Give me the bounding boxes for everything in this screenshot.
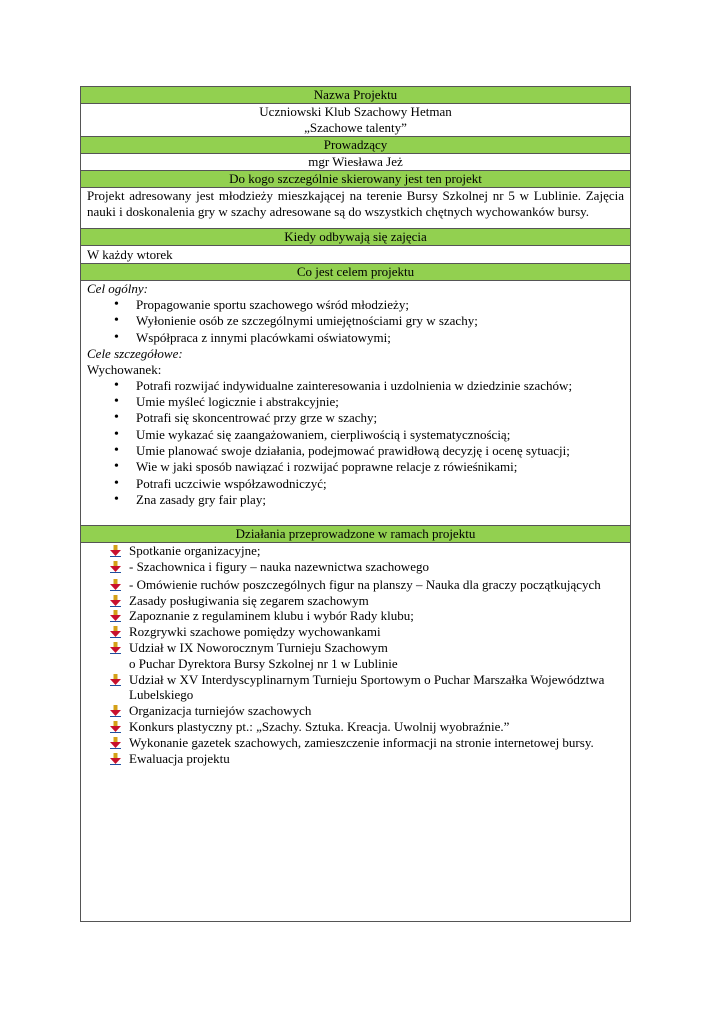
arrow-down-icon <box>110 561 121 573</box>
list-item: - Omówienie ruchów poszczególnych figur na planszy – Nauka dla graczy początkujących <box>110 577 630 593</box>
arrow-down-icon <box>110 610 121 622</box>
arrow-down-icon <box>110 737 121 749</box>
project-table <box>80 86 631 922</box>
project-name-line2: „Szachowe talenty” <box>304 120 407 135</box>
general-goal-label: Cel ogólny: <box>87 281 149 296</box>
list-item: Zapoznanie z regulaminem klubu i wybór Rady klubu; <box>110 608 630 624</box>
activities-cell <box>81 543 630 766</box>
arrow-down-icon <box>110 705 121 717</box>
arrow-down-icon <box>110 626 121 638</box>
list-item: Ewaluacja projektu <box>110 751 630 767</box>
arrow-down-icon <box>110 721 121 733</box>
project-name-header: Nazwa Projektu <box>81 87 630 104</box>
leader-value: mgr Wiesława Jeż <box>81 154 630 171</box>
list-item: • Potrafi się skoncentrować przy grze w szachy; <box>114 410 624 426</box>
list-item: • Potrafi uczciwie współzawodniczyć; <box>114 476 624 492</box>
goals-cell <box>81 281 630 526</box>
arrow-down-icon <box>110 579 121 591</box>
activities-header: Działania przeprowadzone w ramach projektu <box>81 526 630 543</box>
arrow-down-icon <box>110 753 121 765</box>
schedule-value: W każdy wtorek <box>81 246 630 264</box>
arrow-down-icon <box>110 674 121 686</box>
list-item: • Wie w jaki sposób nawiązać i rozwijać poprawne relacje z rówieśnikami; <box>114 459 624 475</box>
list-item: - Szachownica i figury – nauka nazewnictwa szachowego <box>110 559 630 575</box>
goals-header: Co jest celem projektu <box>81 264 630 281</box>
activities-list <box>81 543 630 766</box>
list-item: Zasady posługiwania się zegarem szachowym <box>110 593 630 609</box>
pupil-label: Wychowanek: <box>87 361 162 377</box>
list-item: Konkurs plastyczny pt.: „Szachy. Sztuka. Kreacja. Uwolnij wyobraźnie.” <box>110 719 630 735</box>
list-item: Wykonanie gazetek szachowych, zamieszczenie informacji na stronie internetowej bursy. <box>110 735 630 751</box>
list-item: Spotkanie organizacyjne; <box>110 543 630 559</box>
arrow-down-icon <box>110 545 121 557</box>
audience-text: Projekt adresowany jest młodzieży mieszkającej na terenie Bursy Szkolnej nr 5 w Lublinie. Zajęcia nauki i doskonalenia gry w szachy adresowane są do wszystkich chętnych wychowanków bursy. <box>81 188 630 229</box>
specific-goals-label: Cele szczegółowe: <box>87 345 183 361</box>
leader-header: Prowadzący <box>81 137 630 154</box>
list-item: • Współpraca z innymi placówkami oświatowymi; <box>114 330 624 346</box>
arrow-down-icon <box>110 595 121 607</box>
list-item: Udział w XV Interdyscyplinarnym Turnieju Sportowym o Puchar Marszałka Województwa Lubelskiego <box>110 672 630 704</box>
list-item: Organizacja turniejów szachowych <box>110 703 630 719</box>
arrow-down-icon <box>110 642 121 654</box>
list-item: Udział w IX Noworocznym Turnieju Szachowym <box>110 640 630 656</box>
list-item: Rozgrywki szachowe pomiędzy wychowankami <box>110 624 630 640</box>
list-item: • Umie planować swoje działania, podejmować prawidłową decyzję i ocenę sytuacji; <box>114 443 624 459</box>
list-item: • Umie myśleć logicznie i abstrakcyjnie; <box>114 394 624 410</box>
list-item: • Umie wykazać się zaangażowaniem, cierpliwością i systematycznością; <box>114 427 624 443</box>
project-name-line1: Uczniowski Klub Szachowy Hetman <box>259 104 452 119</box>
list-item: • Propagowanie sportu szachowego wśród młodzieży; <box>114 297 624 313</box>
list-item: • Wyłonienie osób ze szczególnymi umiejętnościami gry w szachy; <box>114 313 624 329</box>
list-item-continuation: o Puchar Dyrektora Bursy Szkolnej nr 1 w Lublinie <box>129 655 398 671</box>
list-item: • Zna zasady gry fair play; <box>114 492 624 508</box>
specific-goals-list <box>87 378 624 508</box>
schedule-header: Kiedy odbywają się zajęcia <box>81 229 630 246</box>
audience-header: Do kogo szczególnie skierowany jest ten projekt <box>81 171 630 188</box>
project-name-cell <box>81 104 630 137</box>
general-goals-list <box>87 297 624 346</box>
list-item: • Potrafi rozwijać indywidualne zainteresowania i uzdolnienia w dziedzinie szachów; <box>114 378 624 394</box>
